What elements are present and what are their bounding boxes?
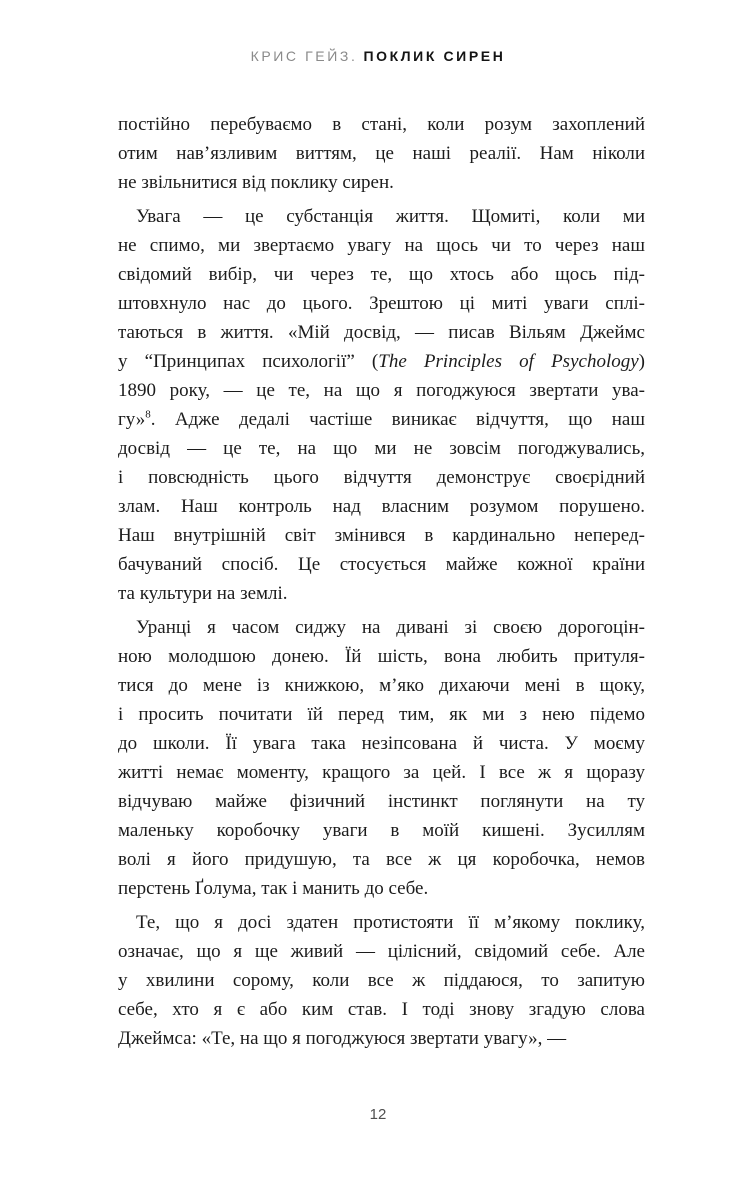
text-line: перстень Ґолума, так і манить до себе. xyxy=(118,878,429,899)
paragraph xyxy=(118,202,645,608)
page-number: 12 xyxy=(369,1106,387,1123)
italic-text: The Principles of Psychology xyxy=(378,351,639,372)
text-line: свідомий вибір, чи через те, що хтось або щось під- xyxy=(118,264,645,285)
text-line: у хвилини сорому, коли все ж піддаюся, то запитую xyxy=(118,970,645,991)
text-line: Увага — це субстанція життя. Щомиті, коли ми xyxy=(136,206,645,227)
text-line: волі я його придушую, та все ж ця коробочка, немов xyxy=(118,849,645,870)
text-line: ною молодшою донею. Їй шість, вона любить притуля- xyxy=(118,646,645,667)
text-line: і повсюдність цього відчуття демонструє своєрідний xyxy=(118,467,645,488)
paragraph xyxy=(118,110,645,197)
text-line: і просить почитати їй перед тим, як ми з нею підемо xyxy=(118,704,645,725)
text-line: гу»$^8$. Адже дедалі частіше виникає відчуття, що наш xyxy=(118,408,645,430)
text-line: себе, хто я є або ким став. І тоді знову згадую слова xyxy=(118,999,645,1020)
header-author: КРИС ГЕЙЗ. xyxy=(250,48,358,64)
body-text xyxy=(118,110,645,1053)
text-line: та культури на землі. xyxy=(118,583,288,604)
text-line: Уранці я часом сиджу на дивані зі своєю дорогоцін- xyxy=(136,617,645,638)
text-line: 1890 року, — це те, на що я погоджуюся звертати ува- xyxy=(118,380,645,401)
text-line: бачуваний спосіб. Це стосується майже кожної країни xyxy=(118,554,645,575)
text-line: Те, що я досі здатен протистояти її м’якому поклику, xyxy=(136,912,645,933)
text-line: таються в життя. «Мій досвід, — писав Вільям Джеймс xyxy=(118,322,645,343)
text-line: означає, що я ще живий — цілісний, свідомий себе. Але xyxy=(118,941,645,962)
text-line: житті немає моменту, кращого за цей. І все ж я щоразу xyxy=(118,762,645,783)
paragraph xyxy=(118,908,645,1053)
text-line: у “Принципах психології” (The Principles of Psychology) xyxy=(118,351,645,372)
text-line: Наш внутрішній світ змінився в кардинально неперед- xyxy=(118,525,645,546)
text-line: до школи. Її увага така незіпсована й чиста. У моєму xyxy=(118,733,645,754)
text-line: Джеймса: «Те, на що я погоджуюся звертати увагу», — xyxy=(118,1028,567,1049)
footnote-marker: 8 xyxy=(145,408,151,421)
text-line: маленьку коробочку уваги в моїй кишені. Зусиллям xyxy=(118,820,645,841)
text-line: штовхнуло нас до цього. Зрештою ці миті уваги сплі- xyxy=(118,293,645,314)
text-line: тися до мене із книжкою, м’яко дихаючи мені в щоку, xyxy=(118,675,645,696)
paragraph xyxy=(118,613,645,903)
text-line: злам. Наш контроль над власним розумом порушено. xyxy=(118,496,645,517)
text-line: досвід — це те, на що ми не зовсім погоджувались, xyxy=(118,438,645,459)
header-book-title: ПОКЛИК СИРЕН xyxy=(363,48,506,64)
running-header xyxy=(0,47,756,66)
text-line: не спимо, ми звертаємо увагу на щось чи то через наш xyxy=(118,235,645,256)
text-line: отим нав’язливим виттям, це наші реалії. Нам ніколи xyxy=(118,143,645,164)
text-line: відчуваю майже фізичний інстинкт поглянути на ту xyxy=(118,791,645,812)
text-line: постійно перебуваємо в стані, коли розум захоплений xyxy=(118,114,645,135)
text-line: не звільнитися від поклику сирен. xyxy=(118,172,394,193)
